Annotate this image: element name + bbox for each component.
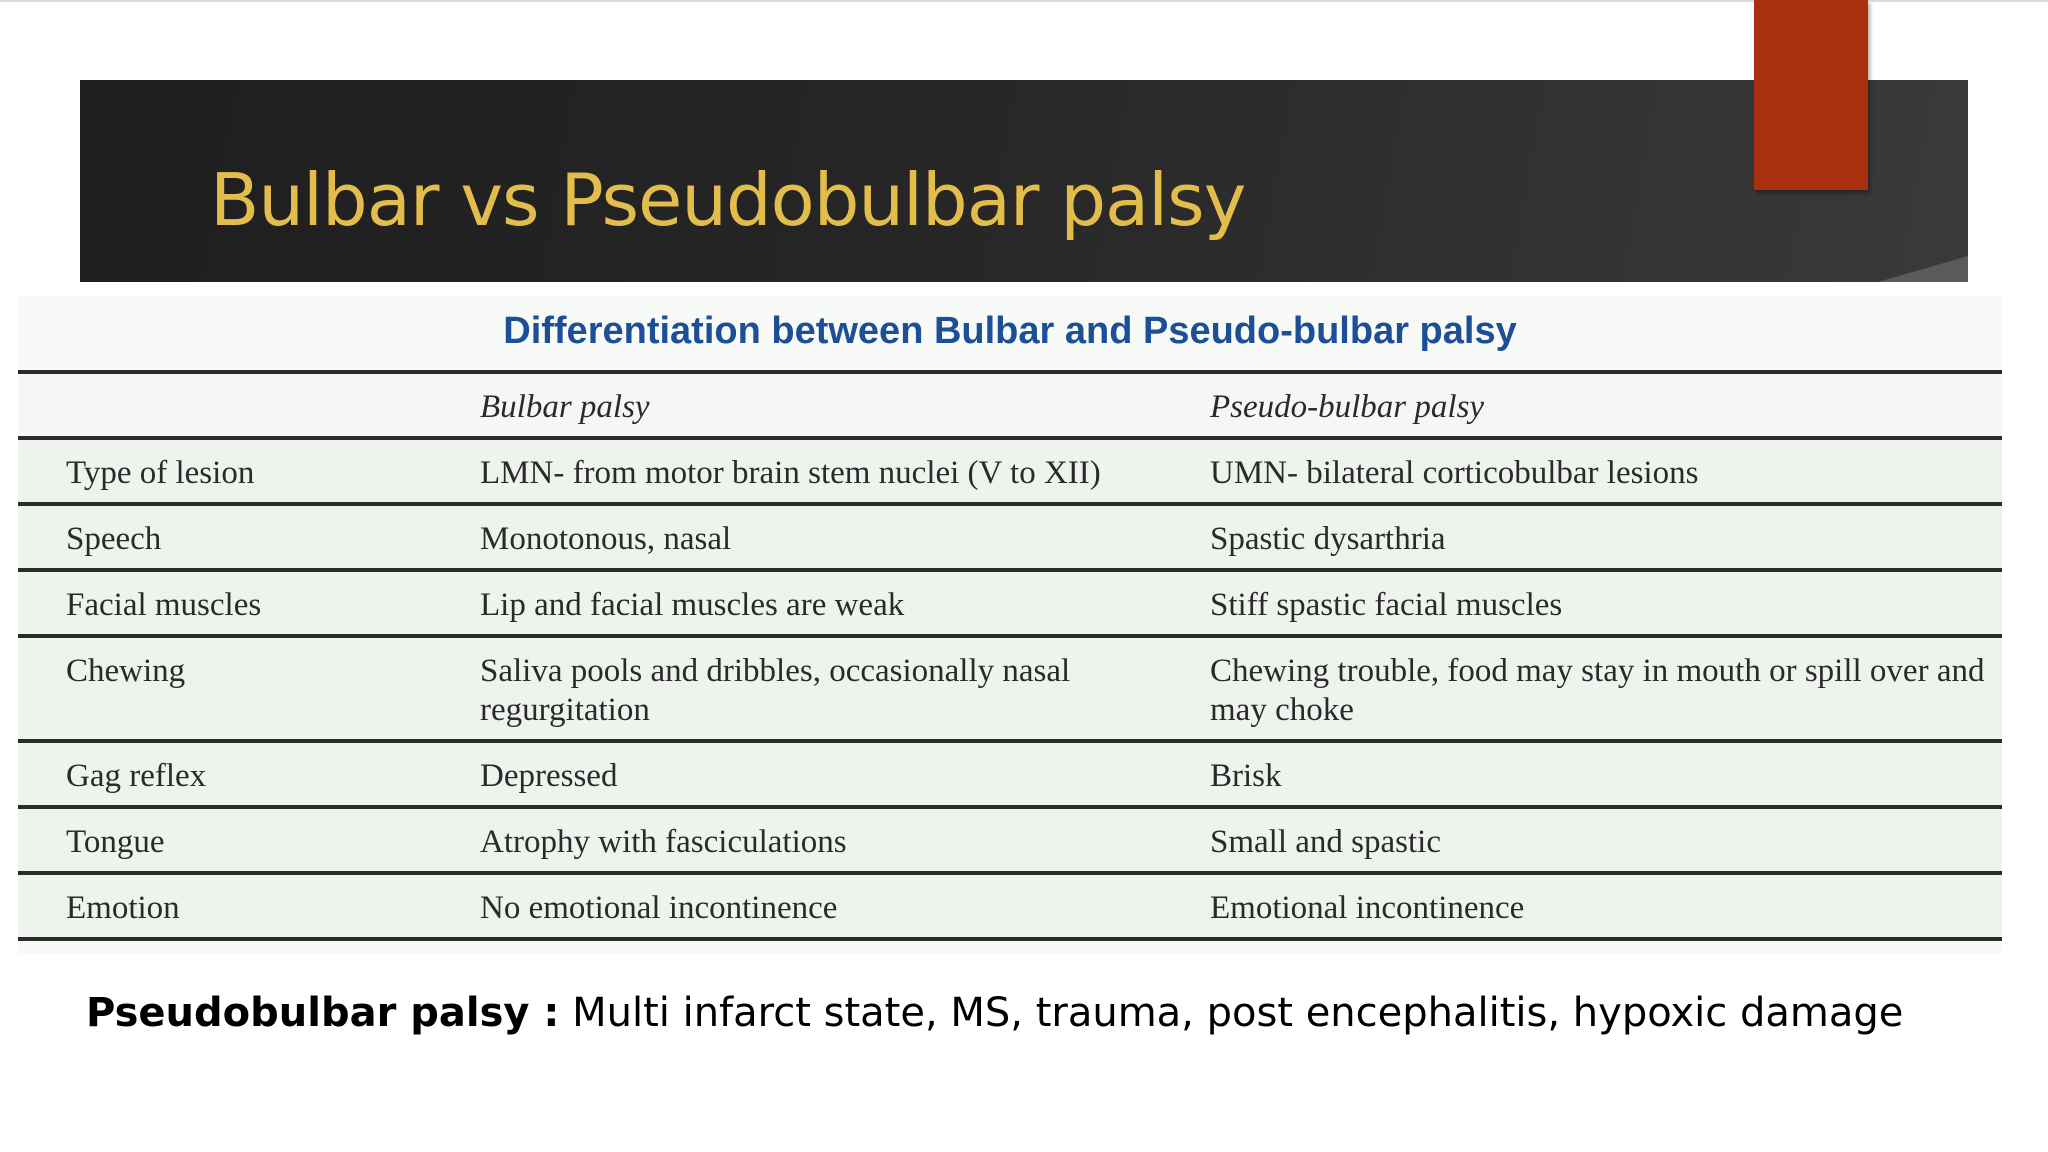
table-row (18, 636, 2002, 741)
title-bar (80, 80, 1968, 282)
table-heading: Differentiation between Bulbar and Pseudo-bulbar palsy (503, 310, 1517, 352)
pseudobulbar-cell: Chewing trouble, food may stay in mouth or spill over and may choke (1210, 653, 1985, 728)
bulbar-cell: Depressed (480, 758, 618, 794)
footnote (86, 990, 1903, 1036)
bulbar-cell: Lip and facial muscles are weak (480, 587, 905, 623)
top-divider (0, 0, 2048, 2)
footnote-text: Multi infarct state, MS, trauma, post encephalitis, hypoxic damage (559, 990, 1904, 1036)
table-row (18, 438, 2002, 504)
column-header (18, 372, 470, 438)
row-label: Facial muscles (66, 587, 262, 623)
pseudobulbar-cell: Stiff spastic facial muscles (1210, 587, 1563, 623)
row-label: Tongue (66, 824, 165, 860)
row-label: Emotion (66, 890, 180, 926)
footnote-label: Pseudobulbar palsy : (86, 990, 560, 1036)
pseudobulbar-cell: Spastic dysarthria (1210, 521, 1446, 557)
title-bar-corner (1878, 256, 1968, 282)
accent-tab (1754, 0, 1868, 190)
pseudobulbar-cell: UMN- bilateral corticobulbar lesions (1210, 455, 1699, 491)
column-header-pseudobulbar: Pseudo-bulbar palsy (1210, 389, 1485, 425)
table-row (18, 741, 2002, 807)
table-row (18, 873, 2002, 939)
comparison-table (18, 370, 2002, 941)
table-header-row (18, 372, 2002, 438)
bulbar-cell: No emotional incontinence (480, 890, 838, 926)
table-row (18, 570, 2002, 636)
row-label: Gag reflex (66, 758, 207, 794)
bulbar-cell: Saliva pools and dribbles, occasionally nasal regurgitation (480, 653, 1071, 728)
pseudobulbar-cell: Emotional incontinence (1210, 890, 1525, 926)
column-header-bulbar: Bulbar palsy (480, 389, 650, 425)
pseudobulbar-cell: Small and spastic (1210, 824, 1441, 860)
row-label: Type of lesion (66, 455, 255, 491)
slide-title: Bulbar vs Pseudobulbar palsy (210, 158, 1246, 242)
bulbar-cell: Monotonous, nasal (480, 521, 732, 557)
table-row (18, 504, 2002, 570)
bulbar-cell: LMN- from motor brain stem nuclei (V to XII) (480, 455, 1101, 491)
pseudobulbar-cell: Brisk (1210, 758, 1282, 794)
table-row (18, 807, 2002, 873)
row-label: Speech (66, 521, 162, 557)
row-label: Chewing (66, 653, 186, 689)
bulbar-cell: Atrophy with fasciculations (480, 824, 847, 860)
